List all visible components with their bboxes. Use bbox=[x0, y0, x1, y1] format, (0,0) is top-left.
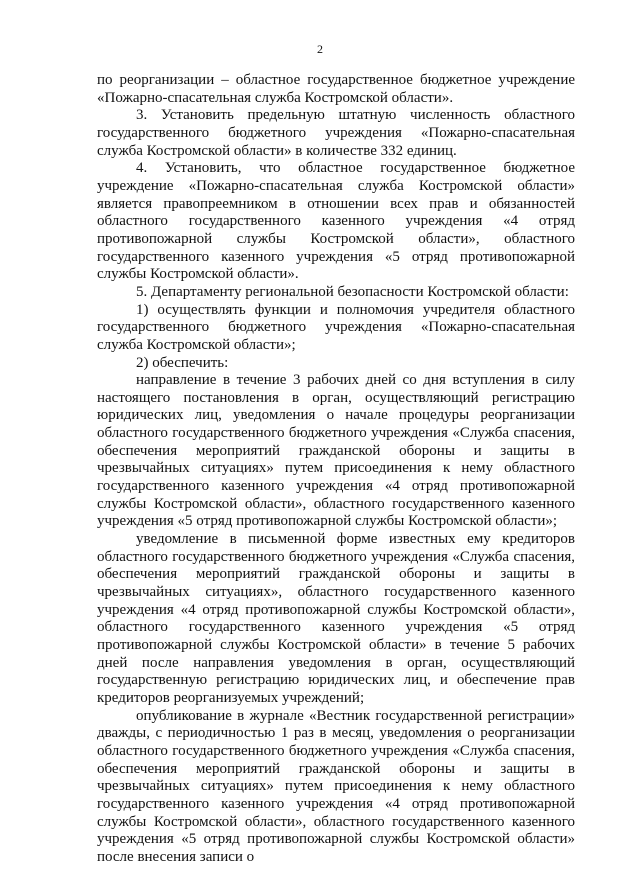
paragraph-publication: опубликование в журнале «Вестник государственной регистрации» дважды, с периодичностью 1 раз в месяц, уведомления о реорганизации областного государственного бюджетного учреждения «Служба спасения, обеспечения мероприятий гражданской обороны и защиты в чрезвычайных ситуациях» путем присоединения к нему областного государственного казенного учреждения «4 отряд противопожарной службы Костромской области», областного государственного казенного учреждения «5 отряд противопожарной службы Костромской области» после внесения записи о bbox=[97, 707, 575, 865]
document-body bbox=[97, 72, 575, 867]
page-number: 2 bbox=[317, 42, 323, 56]
paragraph-4-legal-successor: 4. Установить, что областное государственное бюджетное учреждение «Пожарно-спасательная служба Костромской области» является правопреемником в отношении всех прав и обязанностей областного государственного казенного учреждения «4 отряд противопожарной службы Костромской области», областного государственного казенного учреждения «5 отряд противопожарной службы Костромской области». bbox=[97, 160, 575, 283]
paragraph-3-staff-limit: 3. Установить предельную штатную численность областного государственного бюджетного учреждения «Пожарно-спасательная служба Костромской области» в количестве 332 единиц. bbox=[97, 107, 575, 159]
paragraph-5-department: 5. Департаменту региональной безопасности Костромской области: bbox=[136, 283, 569, 300]
paragraph-5-1-founder-functions: 1) осуществлять функции и полномочия учредителя областного государственного бюджетного учреждения «Пожарно-спасательная служба Костромской области»; bbox=[97, 301, 575, 353]
paragraph-notification-registration: направление в течение 3 рабочих дней со дня вступления в силу настоящего постановления в орган, осуществляющий регистрацию юридических лиц, уведомления о начале процедуры реорганизации областного государственного бюджетного учреждения «Служба спасения, обеспечения мероприятий гражданской обороны и защиты в чрезвычайных ситуациях» путем присоединения к нему областного государственного казенного учреждения «4 отряд противопожарной службы Костромской области», областного государственного казенного учреждения «5 отряд противопожарной службы Костромской области»; bbox=[97, 372, 575, 530]
paragraph-5-2-ensure: 2) обеспечить: bbox=[136, 354, 229, 371]
paragraph-reorganization-continuation: по реорганизации – областное государственное бюджетное учреждение «Пожарно-спасательная служба Костромской области». bbox=[97, 72, 575, 106]
paragraph-creditors-notice: уведомление в письменной форме известных ему кредиторов областного государственного бюджетного учреждения «Служба спасения, обеспечения мероприятий гражданской обороны и защиты в чрезвычайных ситуациях», областного государственного казенного учреждения «4 отряд противопожарной службы Костромской области», областного государственного казенного учреждения «5 отряд противопожарной службы Костромской области» в течение 5 рабочих дней после направления уведомления в орган, осуществляющий государственную регистрацию юридических лиц, и обеспечение прав кредиторов реорганизуемых учреждений; bbox=[97, 531, 575, 706]
